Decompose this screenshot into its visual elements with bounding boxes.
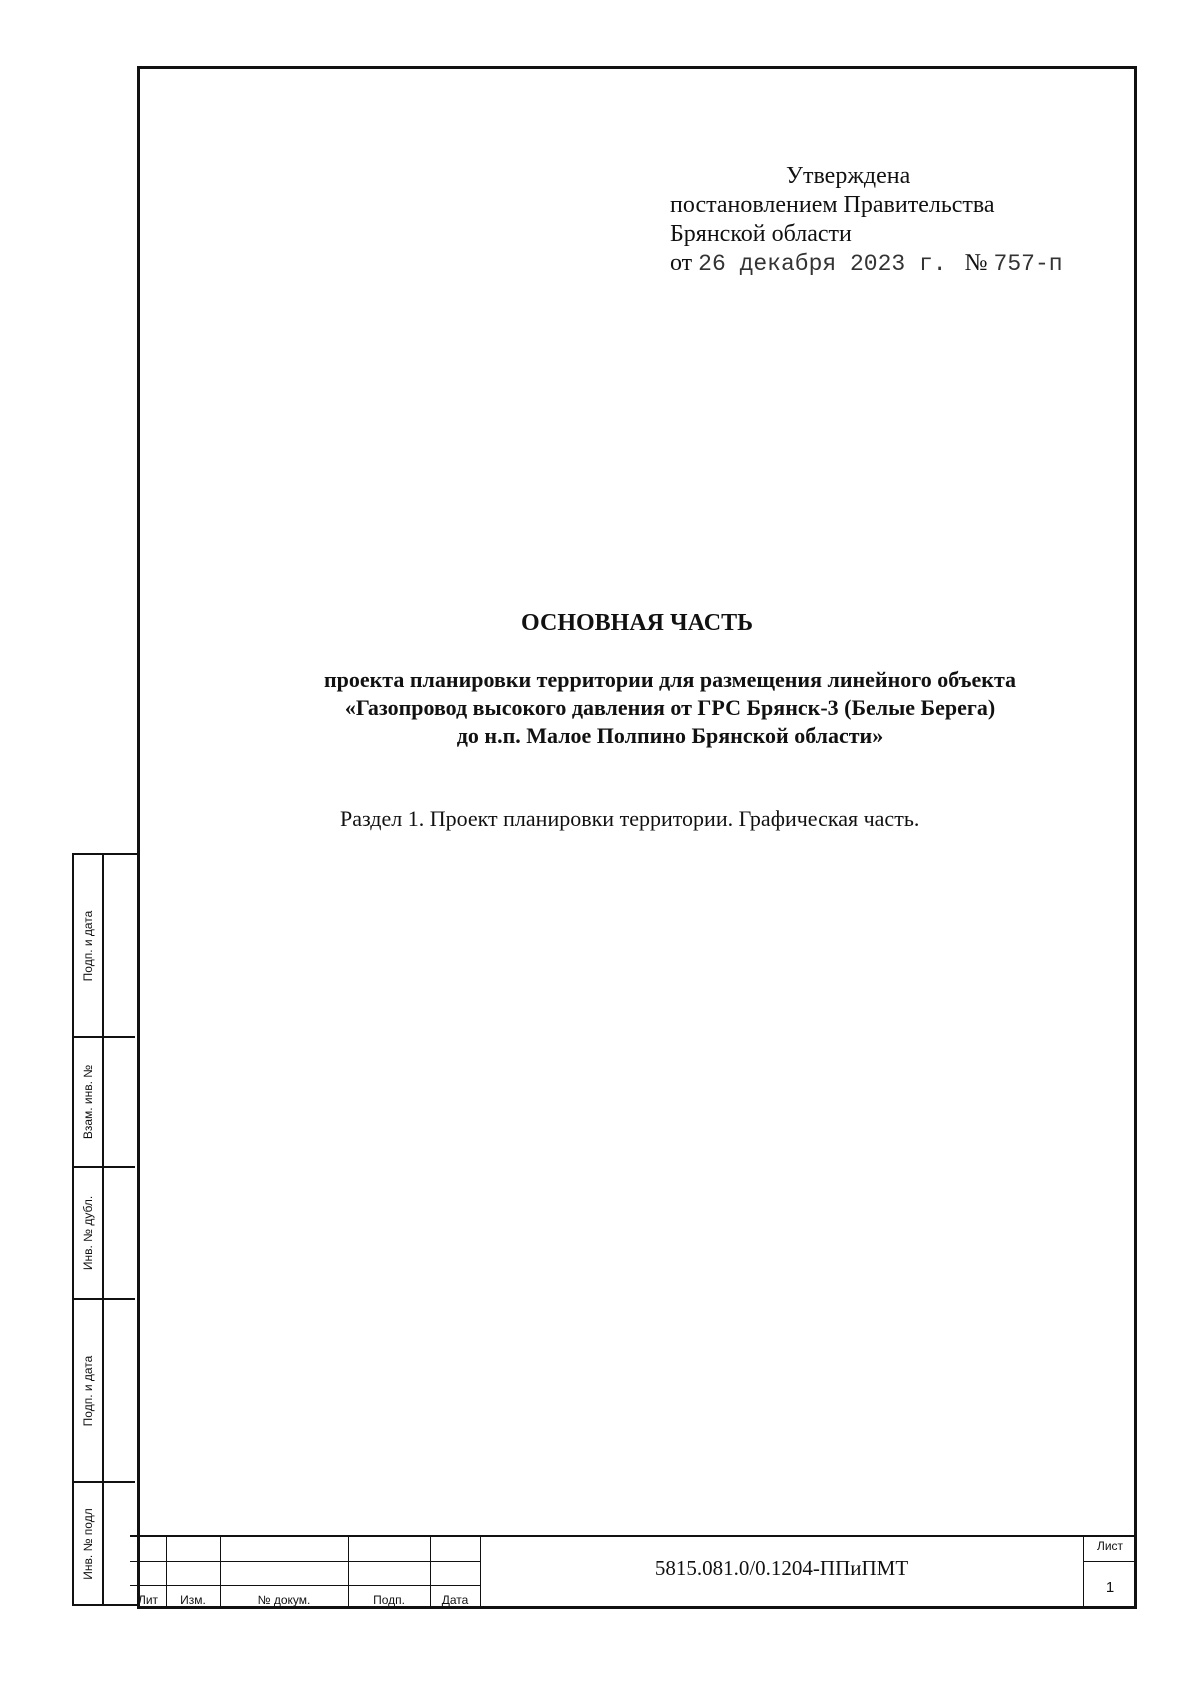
document-code: 5815.081.0/0.1204-ППиПМТ	[654, 1556, 909, 1580]
approval-date: 26 декабря 2023 г.	[698, 251, 947, 277]
side-cell-sign-date-1	[74, 855, 135, 1038]
side-stamp	[72, 853, 137, 1606]
project-subtitle	[220, 666, 1120, 750]
side-label: Взам. инв. №	[81, 1064, 95, 1140]
side-label: Инв. № дубл.	[81, 1195, 95, 1271]
section-title: Раздел 1. Проект планировки территории. Графическая часть.	[340, 806, 920, 831]
side-cell-sign-date-2	[74, 1300, 135, 1483]
subtitle-line-2: «Газопровод высокого давления от ГРС Брянск-3 (Белые Берега)	[344, 695, 996, 720]
drawing-frame	[137, 66, 1137, 1609]
side-label: Подп. и дата	[81, 1355, 95, 1426]
header-izm: Изм.	[180, 1593, 206, 1607]
approval-line-2: постановлением Правительства	[670, 192, 995, 218]
header-lit: Лит	[137, 1593, 159, 1607]
side-cell-orig-inv	[74, 1483, 135, 1604]
side-label: Инв. № подл	[81, 1507, 95, 1580]
sheet-number: 1	[1105, 1579, 1115, 1596]
approval-line-3: Брянской области	[670, 221, 852, 247]
subtitle-line-3: до н.п. Малое Полпино Брянской области»	[456, 723, 884, 748]
number-sign: №	[964, 250, 988, 276]
approval-number: 757-п	[993, 251, 1063, 277]
approval-stamp	[670, 162, 1110, 279]
subtitle-line-1: проекта планировки территории для размещения линейного объекта	[323, 667, 1017, 692]
side-cell-dup-inv	[74, 1168, 135, 1300]
side-cell-replace-inv	[74, 1038, 135, 1168]
date-prefix: от	[670, 250, 693, 276]
header-date: Дата	[441, 1593, 469, 1607]
approval-line-1: Утверждена	[786, 163, 911, 189]
side-label: Подп. и дата	[81, 910, 95, 981]
header-doc-no: № докум.	[257, 1593, 311, 1607]
sheet-label: Лист	[1096, 1539, 1124, 1553]
main-title: ОСНОВНАЯ ЧАСТЬ	[521, 610, 753, 636]
header-sign: Подп.	[373, 1593, 405, 1607]
approval-date-line	[670, 249, 1110, 279]
